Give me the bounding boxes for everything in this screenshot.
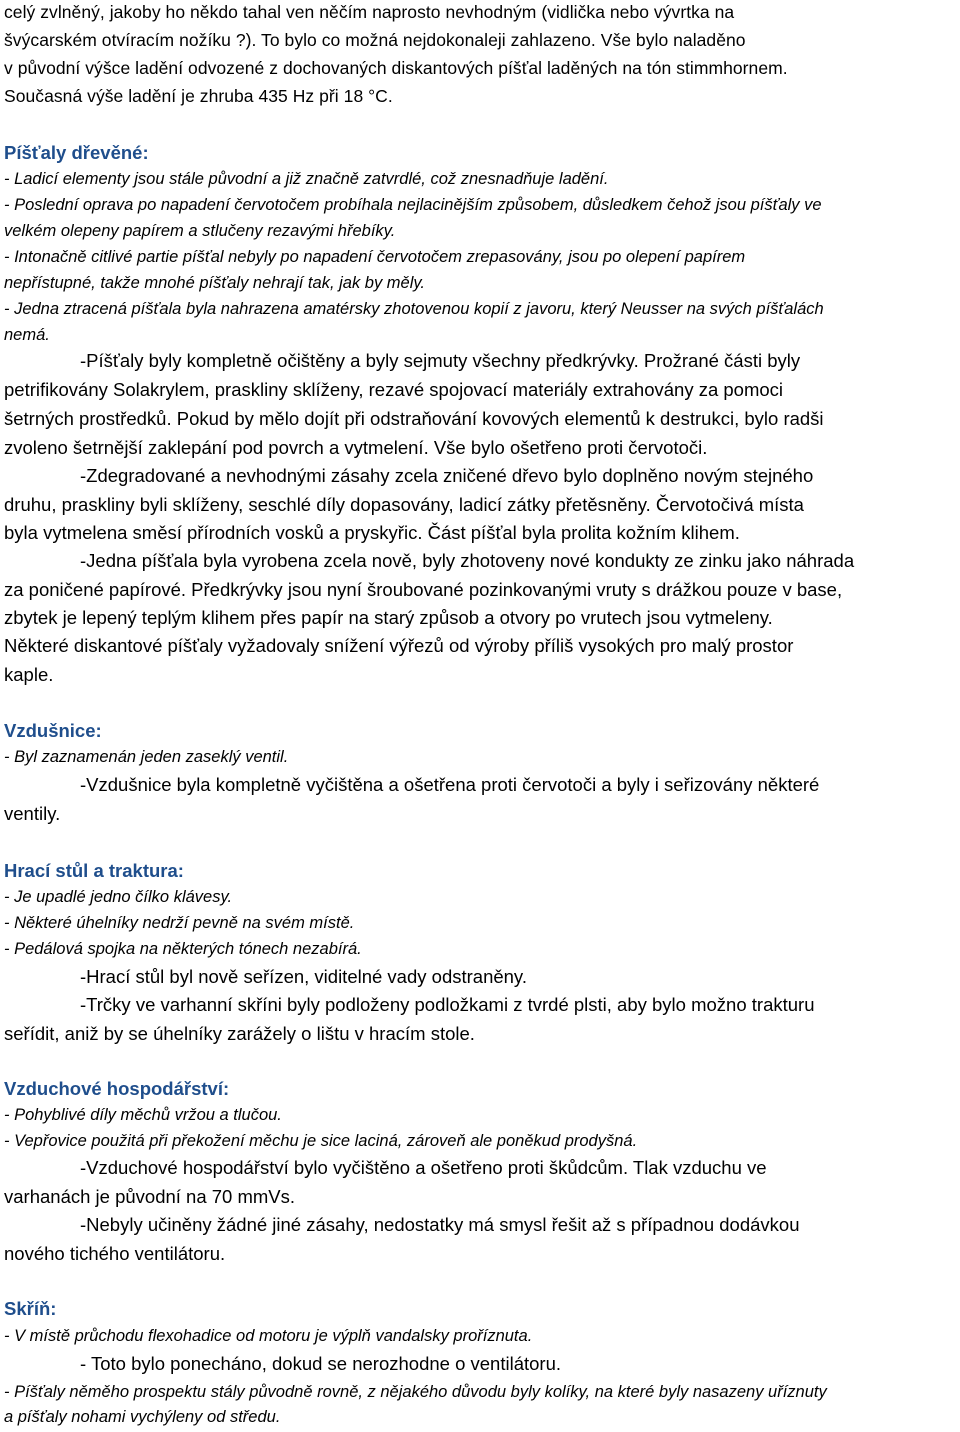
skrin-note-3: a píšťaly nohami vychýleny od středu.: [4, 1408, 281, 1426]
section-heading-vzduchove: Vzduchové hospodářství:: [4, 1078, 230, 1099]
vzduchove-body-4: nového tichého ventilátoru.: [4, 1243, 226, 1264]
vzduchove-body-3: -Nebyly učiněny žádné jiné zásahy, nedostatky má smysl řešit až s případnou dodávkou: [80, 1214, 800, 1235]
pistaly-note-4: - Intonačně citlivé partie píšťal nebyly po napadení červotočem zrepasovány, jsou po olepení papírem: [4, 248, 746, 266]
vzduchove-body-2: varhanách je původní na 70 mmVs.: [4, 1186, 296, 1207]
vzdusnice-body-2: ventily.: [4, 803, 61, 824]
pistaly-body-1: -Píšťaly byly kompletně očištěny a byly sejmuty všechny předkrývky. Prožrané části byly: [80, 350, 801, 371]
section-heading-hraci-stul: Hrací stůl a traktura:: [4, 860, 184, 881]
pistaly-body-11: Některé diskantové píšťaly vyžadovaly snížení výřezů od výroby příliš vysokých pro malý prostor: [4, 635, 794, 656]
vzdusnice-body-1: -Vzdušnice byla kompletně vyčištěna a ošetřena proti červotoči a byly i seřizovány některé: [80, 774, 820, 795]
pistaly-note-5: nepřístupné, takže mnohé píšťaly nehrají tak, jak by měly.: [4, 274, 425, 292]
pistaly-body-5: -Zdegradované a nevhodnými zásahy zcela zničené dřevo bylo doplněno novým stejného: [80, 465, 814, 486]
section-heading-vzdusnice: Vzdušnice:: [4, 720, 102, 741]
pistaly-body-10: zbytek je lepený teplým klihem přes papír na starý způsob a otvory po vrutech jsou vytmeleny.: [4, 607, 773, 628]
skrin-note-2: - Píšťaly něměho prospektu stály původně rovně, z nějakého důvodu byly kolíky, na které byly nasazeny uříznuty: [4, 1383, 827, 1401]
hraci-stul-body-1: -Hrací stůl byl nově seřízen, viditelné vady odstraněny.: [80, 966, 527, 987]
pistaly-body-12: kaple.: [4, 664, 54, 685]
section-heading-skrin: Skříň:: [4, 1298, 57, 1319]
hraci-stul-note-2: - Některé úhelníky nedrží pevně na svém místě.: [4, 914, 355, 932]
intro-line-4: Současná výše ladění je zhruba 435 Hz při 18 °C.: [4, 86, 393, 106]
pistaly-body-9: za poničené papírové. Předkrývky jsou nyní šroubované pozinkovanými vruty s drážkou pouze v base,: [4, 579, 843, 600]
hraci-stul-body-2: -Trčky ve varhanní skříni byly podloženy podložkami z tvrdé plsti, aby bylo možno trakturu: [80, 994, 815, 1015]
hraci-stul-body-3: seřídit, aniž by se úhelníky zarážely o lištu v hracím stole.: [4, 1023, 475, 1044]
pistaly-note-1: - Ladicí elementy jsou stále původní a již značně zatvrdlé, což znesnadňuje ladění.: [4, 170, 609, 188]
intro-line-2: švýcarském otvíracím nožíku ?). To bylo co možná nejdokonaleji zahlazeno. Vše bylo naladěno: [4, 30, 746, 50]
pistaly-body-3: šetrných prostředků. Pokud by mělo dojít při odstraňování kovových elementů k destrukci, bylo radši: [4, 408, 824, 429]
pistaly-note-2: - Poslední oprava po napadení červotočem probíhala nejlacinějším způsobem, důsledkem čehož jsou píšťaly ve: [4, 196, 822, 214]
vzduchove-note-2: - Vepřovice použitá při překožení měchu je sice laciná, zároveň ale poněkud prodyšná.: [4, 1132, 638, 1150]
pistaly-body-7: byla vytmelena směsí přírodních vosků a pryskyřic. Část píšťal byla prolita kožním klihem.: [4, 522, 740, 543]
intro-line-3: v původní výšce ladění odvozené z dochovaných diskantových píšťal laděných na tón stimmhornem.: [4, 58, 788, 78]
pistaly-body-8: -Jedna píšťala byla vyrobena zcela nově, byly zhotoveny nové kondukty ze zinku jako náhrada: [80, 550, 855, 571]
pistaly-note-7: nemá.: [4, 326, 50, 344]
pistaly-body-2: petrifikovány Solakrylem, praskliny sklíženy, rezavé spojovací materiály extrahovány za pomoci: [4, 379, 784, 400]
pistaly-body-6: druhu, praskliny byli sklíženy, seschlé díly dopasovány, ladicí zátky přetěsněny. Červotočivá místa: [4, 494, 804, 515]
vzduchove-note-1: - Pohyblivé díly měchů vržou a tlučou.: [4, 1106, 282, 1124]
hraci-stul-note-3: - Pedálová spojka na některých tónech nezabírá.: [4, 940, 362, 958]
pistaly-note-6: - Jedna ztracená píšťala byla nahrazena amatérsky zhotovenou kopií z javoru, který Neusser na svých píšťalách: [4, 300, 824, 318]
pistaly-note-3: velkém olepeny papírem a stlučeny rezavými hřebíky.: [4, 222, 396, 240]
hraci-stul-note-1: - Je upadlé jedno čílko klávesy.: [4, 888, 233, 906]
section-heading-pistaly: Píšťaly dřevěné:: [4, 142, 149, 163]
vzdusnice-note-1: - Byl zaznamenán jeden zaseklý ventil.: [4, 748, 289, 766]
intro-line-1: celý zvlněný, jakoby ho někdo tahal ven něčím naprosto nevhodným (vidlička nebo vývrtka na: [4, 2, 735, 22]
vzduchove-body-1: -Vzduchové hospodářství bylo vyčištěno a ošetřeno proti škůdcům. Tlak vzduchu ve: [80, 1157, 767, 1178]
skrin-note-1: - V místě průchodu flexohadice od motoru je výplň vandalsky proříznuta.: [4, 1327, 533, 1345]
pistaly-body-4: zvoleno šetrnější zaklepání pod povrch a vytmelení. Vše bylo ošetřeno proti červotoči.: [4, 437, 708, 458]
skrin-body-1: - Toto bylo ponecháno, dokud se nerozhodne o ventilátoru.: [80, 1353, 561, 1374]
